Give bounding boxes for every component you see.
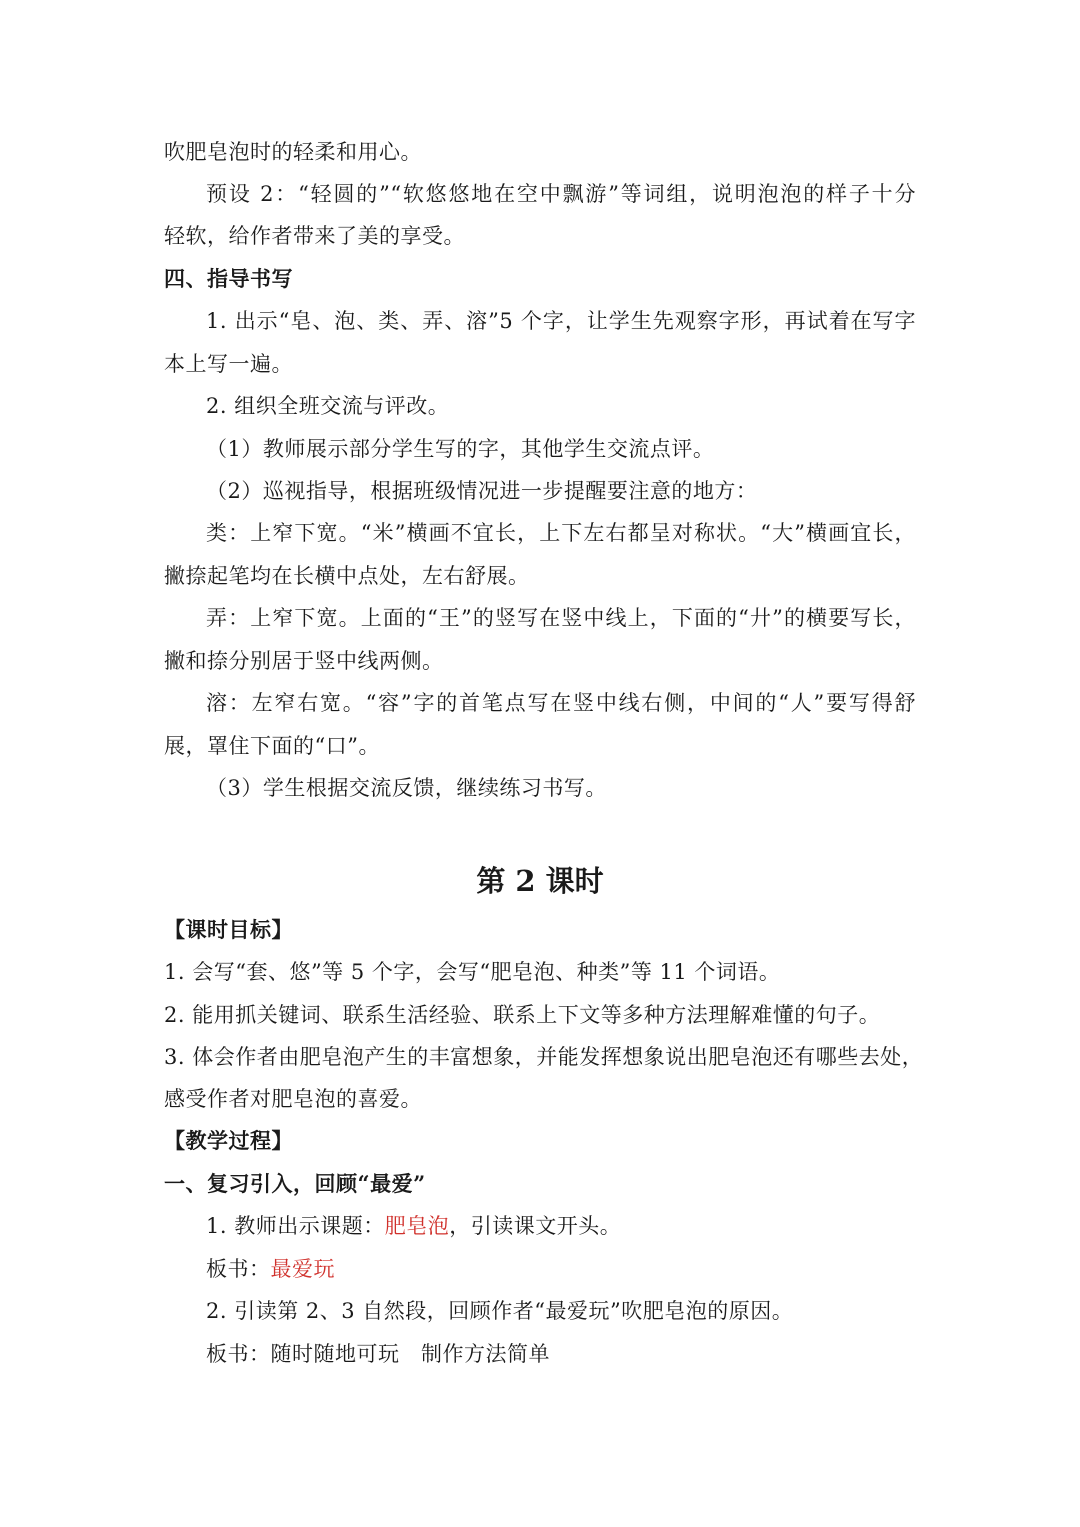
goal-item: 3. 体会作者由肥皂泡产生的丰富想象，并能发挥想象说出肥皂泡还有哪些去处， [164,1045,924,1069]
paragraph-line: 2. 组织全班交流与评改。 [206,394,450,418]
board-label: 板书： [206,1257,271,1281]
process-heading: 【教学过程】 [164,1128,293,1153]
paragraph-line: 本上写一遍。 [164,352,293,376]
paragraph-line: 轻软，给作者带来了美的享受。 [164,224,465,248]
paragraph-line: （3）学生根据交流反馈，继续练习书写。 [206,776,607,800]
step-heading: 一、复习引入，回顾“最爱” [164,1171,426,1196]
lesson-title-highlight: 肥皂泡 [384,1214,450,1238]
paragraph-line: （1）教师展示部分学生写的字，其他学生交流点评。 [206,437,715,461]
step-line: 2. 引读第 2、3 自然段，回顾作者“最爱玩”吹肥皂泡的原因。 [206,1299,794,1323]
section-title: 第 2 课时 [476,864,604,898]
paragraph-line: 撇和捺分别居于竖中线两侧。 [164,649,444,673]
step-line [206,1205,621,1247]
goals-heading: 【课时目标】 [164,917,293,942]
paragraph-line: 溶：左窄右宽。“容”字的首笔点写在竖中线右侧，中间的“人”要写得舒 [206,691,916,715]
paragraph-line: 弄：上窄下宽。上面的“王”的竖写在竖中线上，下面的“廾”的横要写长， [206,606,916,630]
paragraph-line: 撇捺起笔均在长横中点处，左右舒展。 [164,564,530,588]
step-text: ，引读课文开头。 [449,1214,622,1238]
paragraph-line: 1. 出示“皂、泡、类、弄、溶”5 个字，让学生先观察字形，再试着在写字 [206,309,916,333]
goal-item: 2. 能用抓关键词、联系生活经验、联系上下文等多种方法理解难懂的句子。 [164,1003,881,1027]
goal-item: 1. 会写“套、悠”等 5 个字，会写“肥皂泡、种类”等 11 个词语。 [164,960,781,984]
board-note [206,1248,335,1290]
paragraph-line: 吹肥皂泡时的轻柔和用心。 [164,140,422,164]
goal-item-continued: 感受作者对肥皂泡的喜爱。 [164,1087,422,1111]
board-note: 板书：随时随地可玩 制作方法简单 [206,1342,550,1366]
step-text: 1. 教师出示课题： [206,1214,385,1238]
paragraph-line: 展，罩住下面的“口”。 [164,734,380,758]
paragraph-line: 预设 2：“轻圆的”“软悠悠地在空中飘游”等词组，说明泡泡的样子十分 [206,182,916,206]
board-highlight: 最爱玩 [270,1257,335,1281]
paragraph-line: （2）巡视指导，根据班级情况进一步提醒要注意的地方： [206,479,758,503]
section-heading: 四、指导书写 [164,266,293,291]
paragraph-line: 类：上窄下宽。“米”横画不宜长，上下左右都呈对称状。“大”横画宜长， [206,521,916,545]
